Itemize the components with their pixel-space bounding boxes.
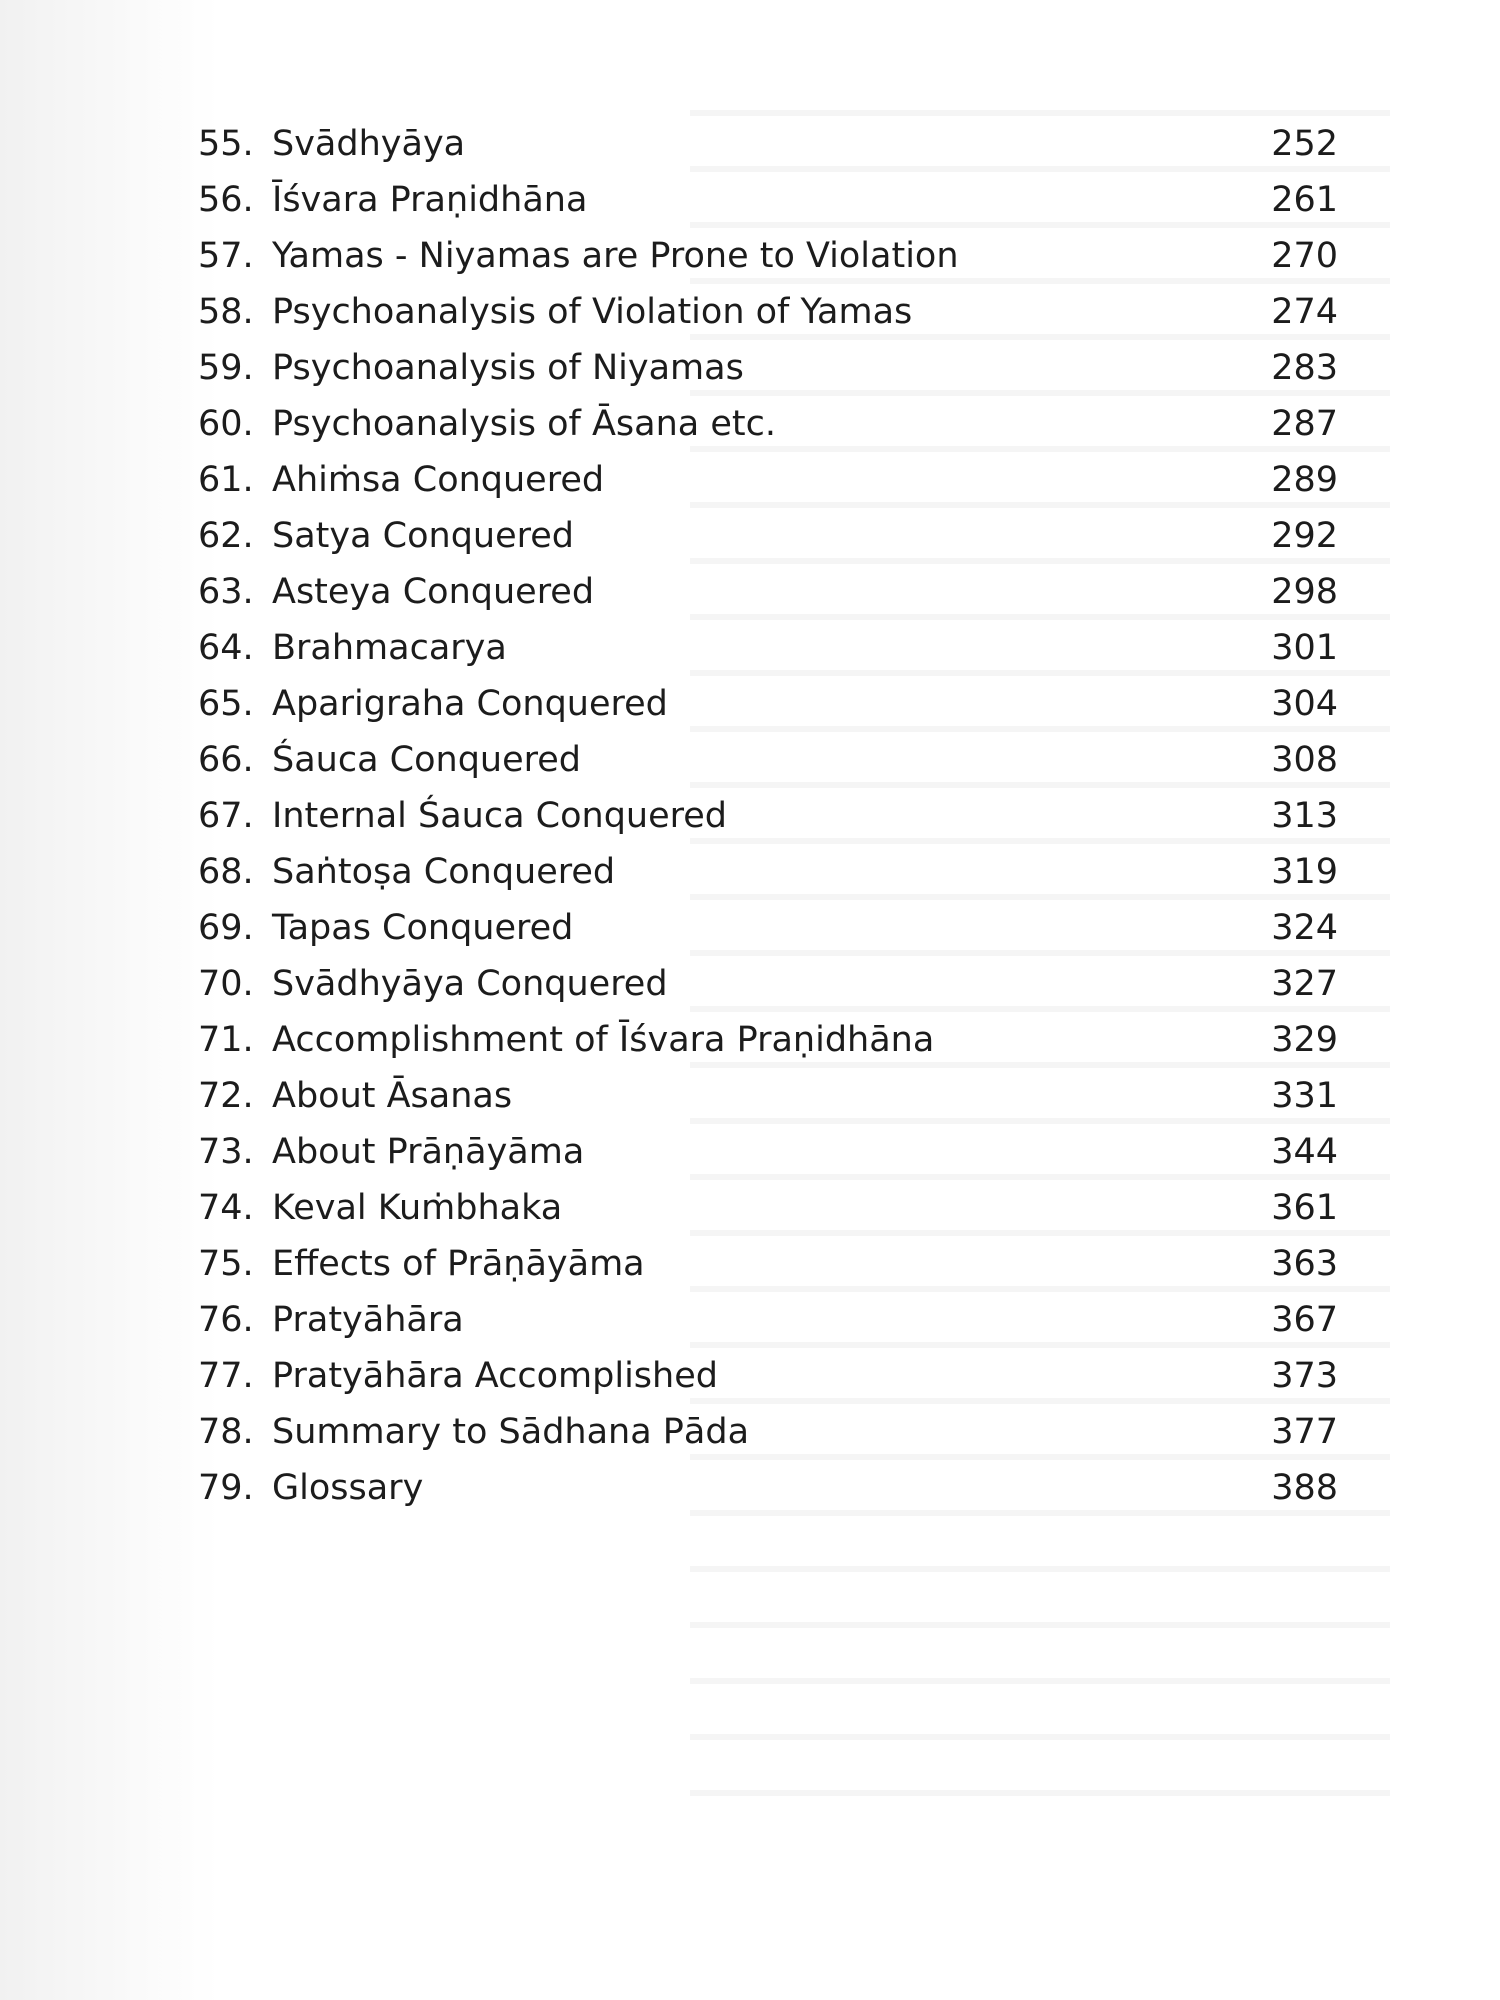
entry-number: 78. (198, 1412, 254, 1452)
toc-entry-72 (198, 1068, 1338, 1124)
entry-number: 66. (198, 740, 254, 780)
toc-entry-65 (198, 676, 1338, 732)
entry-page: 388 (1271, 1468, 1338, 1508)
entry-number: 61. (198, 460, 254, 500)
toc-entry-61 (198, 452, 1338, 508)
entry-title: Pratyāhāra (272, 1300, 464, 1340)
entry-page: 274 (1271, 292, 1338, 332)
entry-title: Satya Conquered (272, 516, 575, 556)
entry-number: 71. (198, 1020, 254, 1060)
entry-number: 70. (198, 964, 254, 1004)
entry-number: 55. (198, 124, 254, 164)
entry-title: Keval Kuṁbhaka (272, 1188, 563, 1228)
entry-number: 73. (198, 1132, 254, 1172)
entry-number: 76. (198, 1300, 254, 1340)
entry-title: Psychoanalysis of Niyamas (272, 348, 744, 388)
toc-entry-64 (198, 620, 1338, 676)
entry-title: Ahiṁsa Conquered (272, 460, 605, 500)
toc-entry-74 (198, 1180, 1338, 1236)
toc-entry-76 (198, 1292, 1338, 1348)
entry-title: Aparigraha Conquered (272, 684, 668, 724)
entry-title: Brahmacarya (272, 628, 507, 668)
toc-entry-62 (198, 508, 1338, 564)
toc-entry-59 (198, 340, 1338, 396)
toc-entry-69 (198, 900, 1338, 956)
entry-title: Asteya Conquered (272, 572, 595, 612)
entry-number: 65. (198, 684, 254, 724)
entry-title: Tapas Conquered (272, 908, 574, 948)
entry-number: 59. (198, 348, 254, 388)
toc-entry-55 (198, 116, 1338, 172)
entry-page: 344 (1271, 1132, 1338, 1172)
toc-entry-75 (198, 1236, 1338, 1292)
entry-number: 57. (198, 236, 254, 276)
entry-title: About Āsanas (272, 1076, 513, 1116)
entry-title: Effects of Prāṇāyāma (272, 1244, 645, 1284)
toc-entry-68 (198, 844, 1338, 900)
entry-number: 62. (198, 516, 254, 556)
entry-title: Svādhyāya Conquered (272, 964, 668, 1004)
toc-entry-57 (198, 228, 1338, 284)
entry-page: 283 (1271, 348, 1338, 388)
entry-title: Internal Śauca Conquered (272, 796, 728, 836)
entry-page: 304 (1271, 684, 1338, 724)
toc-entry-77 (198, 1348, 1338, 1404)
entry-title: Saṅtoṣa Conquered (272, 852, 616, 892)
entry-title: Summary to Sādhana Pāda (272, 1412, 750, 1452)
entry-number: 77. (198, 1356, 254, 1396)
entry-page: 308 (1271, 740, 1338, 780)
entry-number: 63. (198, 572, 254, 612)
entry-title: Glossary (272, 1468, 424, 1508)
toc-entry-63 (198, 564, 1338, 620)
entry-page: 363 (1271, 1244, 1338, 1284)
entry-page: 252 (1271, 124, 1338, 164)
entry-title: Pratyāhāra Accomplished (272, 1356, 718, 1396)
entry-number: 68. (198, 852, 254, 892)
entry-page: 289 (1271, 460, 1338, 500)
toc-entry-58 (198, 284, 1338, 340)
entry-title: Śauca Conquered (272, 740, 582, 780)
entry-page: 298 (1271, 572, 1338, 612)
entry-title: Accomplishment of Īśvara Praṇidhāna (272, 1020, 935, 1060)
entry-page: 301 (1271, 628, 1338, 668)
entry-title: Svādhyāya (272, 124, 466, 164)
toc-entry-60 (198, 396, 1338, 452)
entry-page: 292 (1271, 516, 1338, 556)
toc-entry-78 (198, 1404, 1338, 1460)
entry-number: 75. (198, 1244, 254, 1284)
entry-number: 67. (198, 796, 254, 836)
entry-title: Psychoanalysis of Violation of Yamas (272, 292, 913, 332)
toc-entry-70 (198, 956, 1338, 1012)
entry-number: 74. (198, 1188, 254, 1228)
toc-entry-56 (198, 172, 1338, 228)
entry-page: 327 (1271, 964, 1338, 1004)
entry-title: Īśvara Praṇidhāna (272, 180, 588, 220)
entry-page: 329 (1271, 1020, 1338, 1060)
entry-number: 60. (198, 404, 254, 444)
entry-number: 72. (198, 1076, 254, 1116)
entry-title: About Prāṇāyāma (272, 1132, 585, 1172)
toc-entry-73 (198, 1124, 1338, 1180)
entry-number: 58. (198, 292, 254, 332)
entry-page: 287 (1271, 404, 1338, 444)
table-of-contents (198, 116, 1338, 1516)
entry-page: 361 (1271, 1188, 1338, 1228)
entry-number: 69. (198, 908, 254, 948)
toc-entry-66 (198, 732, 1338, 788)
toc-entry-71 (198, 1012, 1338, 1068)
entry-page: 270 (1271, 236, 1338, 276)
entry-title: Psychoanalysis of Āsana etc. (272, 404, 776, 444)
entry-page: 324 (1271, 908, 1338, 948)
entry-page: 377 (1271, 1412, 1338, 1452)
entry-page: 373 (1271, 1356, 1338, 1396)
entry-title: Yamas - Niyamas are Prone to Violation (272, 236, 959, 276)
entry-number: 64. (198, 628, 254, 668)
entry-page: 261 (1271, 180, 1338, 220)
entry-page: 319 (1271, 852, 1338, 892)
toc-entry-67 (198, 788, 1338, 844)
entry-page: 367 (1271, 1300, 1338, 1340)
toc-entry-79 (198, 1460, 1338, 1516)
entry-page: 313 (1271, 796, 1338, 836)
entry-number: 56. (198, 180, 254, 220)
entry-number: 79. (198, 1468, 254, 1508)
entry-page: 331 (1271, 1076, 1338, 1116)
